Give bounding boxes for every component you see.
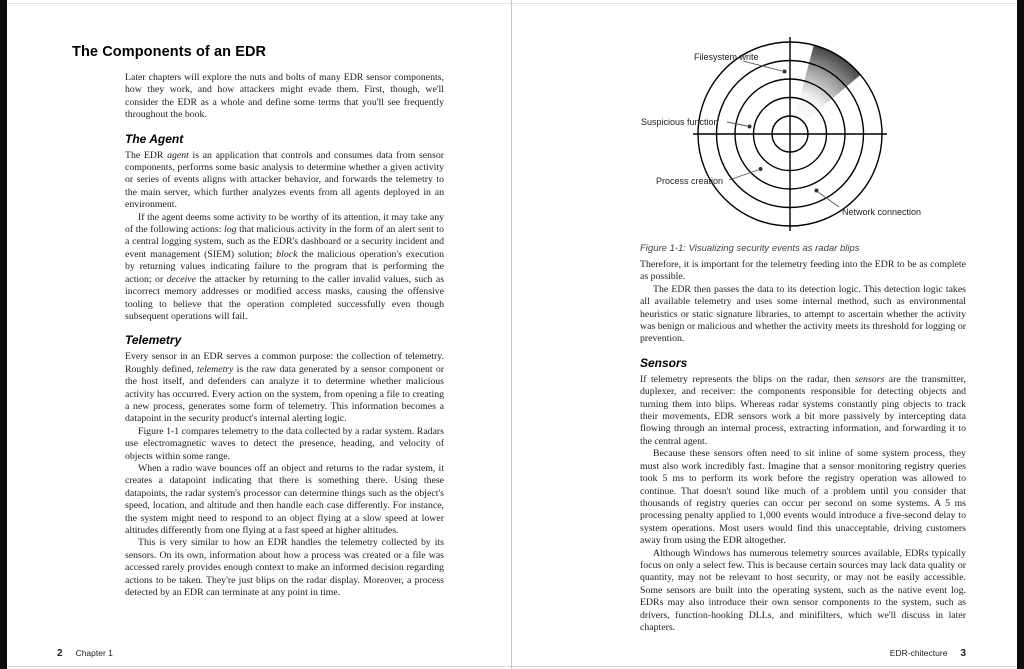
paragraph: Although Windows has numerous telemetry sources available, EDRs typically focus on only a select few. This is because certain sources may lack data quality or quantity, may not be relevant to host security, or may not be easily accessible. Some sensors are built into the operating system, such as the native event log. EDRs may also introduce their own sensor components to the system, such as drivers, function-hooking DLLs, and minifilters, which we'll discuss in later chapters. <box>640 547 966 633</box>
figure-label-process-creation: Process creation <box>656 176 724 186</box>
paragraph: Figure 1-1 compares telemetry to the data collected by a radar system. Radars use electromagnetic waves to detect the presence, heading, and velocity of objects within some range. <box>125 425 444 462</box>
paragraph: The EDR then passes the data to its detection logic. This detection logic takes all available telemetry and uses some internal method, such as environmental heuristics or static signature libraries, to attempt to ascertain whether the activity was benign or malicious and whether the activity meets its threshold for logging or prevention. <box>640 283 966 345</box>
radar-sweep-wedge <box>795 45 861 122</box>
left-page-edge <box>0 0 7 669</box>
paragraph: Because these sensors often need to sit inline of some system process, they must also work incredibly fast. Imagine that a sensor monitoring registry queries took 5 ms to perform its work before the registry operation was allowed to continue. That doesn't sound like much of a problem until you consider that thousands of registry queries can occur per second on some systems. A 5 ms processing penalty applied to 1,000 events would introduce a five-second delay to system operations. Most users would find this unacceptable, driving customers away from using the EDR altogether. <box>640 448 966 547</box>
section-heading-the-agent: The Agent <box>125 131 184 146</box>
right-footer <box>640 648 966 659</box>
page-number: 2 <box>57 648 63 659</box>
figure-label-filesystem-write: Filesystem write <box>694 52 759 62</box>
right-page <box>512 0 1017 669</box>
figure-label-network-connection: Network connection <box>842 207 922 217</box>
paragraph: Therefore, it is important for the telemetry feeding into the EDR to be as complete as possible. <box>640 259 966 283</box>
paragraph: Later chapters will explore the nuts and bolts of many EDR sensor components, how they work, and how attackers might evade them. First, though, we'll consider the EDR as a whole and define some terms that you'll see frequently throughout the book. <box>125 72 444 121</box>
paragraph: Every sensor in an EDR serves a common purpose: the collection of telemetry. Roughly defined, telemetry is the raw data generated by a sensor component or the host itself, and defenders can analyze it to determine whether malicious activity has occurred. Every action on the system, from opening a file to creating a new process, generates some form of telemetry. This information becomes a datapoint in the security product's internal alerting logic. <box>125 351 444 425</box>
left-text-column <box>125 72 444 599</box>
radar-rings <box>693 37 887 231</box>
left-footer <box>57 648 113 659</box>
page-number: 3 <box>960 648 966 659</box>
paragraph: When a radio wave bounces off an object and returns to the radar system, it creates a datapoint indicating that there is something there. Using these datapoints, the radar system's processor can determine things such as the object's speed, location, and altitude and then handle each case differently. For instance, the system might need to respond to an object flying at a slow speed at lower altitudes differently from one flying at a fast speed at higher altitudes. <box>125 462 444 536</box>
paragraph: If telemetry represents the blips on the radar, then sensors are the transmitter, duplexer, and receiver: the components responsible for detecting objects and turning them into blips. Whereas radar systems constantly ping objects to track their movements, EDR sensors work a bit more passively by intercepting data flowing through an internal process, extracting information, and forwarding it to the central agent. <box>640 373 966 447</box>
right-text-column <box>640 259 966 634</box>
figure-label-suspicious-function: Suspicious function <box>641 117 719 127</box>
paragraph: If the agent deems some activity to be worthy of its attention, it may take any of the following actions: log that malicious activity in the form of an alert sent to a central logging system, such as the EDR's dashboard or a security incident and event management (SIEM) solution; block the malicious operation's execution by returning values indicating failure to the program that is performing the action; or deceive the attacker by returning to the caller invalid values, such as incorrect memory addresses or modified access masks, causing the offensive tooling to believe that the operation completed successfully even though subsequent operations will fail. <box>125 211 445 322</box>
right-page-edge <box>1017 0 1024 669</box>
paragraph: This is very similar to how an EDR handles the telemetry collected by its sensors. On its own, information about how a process was created or a file was accessed rarely provides enough context to make an informed decision regarding actions to be taken. They're just blips on the radar display. Moreover, a process detected by an EDR can terminate at any point in time. <box>125 537 444 599</box>
figure-caption: Figure 1-1: Visualizing security events as radar blips <box>640 243 860 254</box>
paragraph: The EDR agent is an application that controls and consumes data from sensor components, performs some basic analysis to determine whether a given activity or series of events aligns with attacker behavior, and forwards the telemetry to the main server, which further analyzes events from all agents deployed in an environment. <box>125 149 444 211</box>
radar-figure <box>630 34 1010 238</box>
section-heading-sensors: Sensors <box>640 355 688 370</box>
left-page <box>7 0 511 669</box>
section-heading-telemetry: Telemetry <box>125 333 182 348</box>
chapter-label: Chapter 1 <box>75 648 113 658</box>
page-title: The Components of an EDR <box>72 44 267 60</box>
chapter-label: EDR-chitecture <box>889 648 948 658</box>
